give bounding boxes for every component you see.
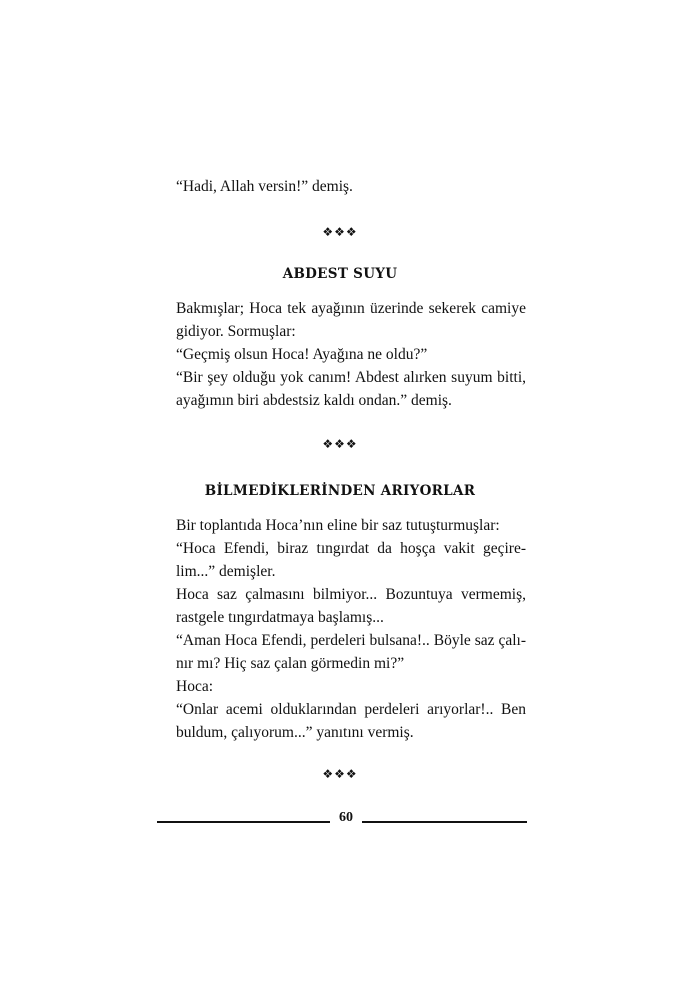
paragraph-line: gidiyor. Sormuşlar: [176, 323, 296, 340]
ornament-divider: ❖❖❖ [322, 225, 358, 239]
paragraph-line: “Hoca Efendi, biraz tıngırdat da hoşça vakit geçire- [176, 540, 526, 557]
paragraph-line: “Bir şey olduğu yok canım! Abdest alırken suyum bitti, [176, 369, 526, 386]
paragraph-line: Bakmışlar; Hoca tek ayağının üzerinde sekerek camiye [176, 300, 526, 317]
intro-line: “Hadi, Allah versin!” demiş. [176, 178, 353, 195]
section-title-abdest-suyu: ABDEST SUYU [282, 266, 398, 282]
paragraph-line: Bir toplantıda Hoca’nın eline bir saz tutuşturmuşlar: [176, 517, 500, 534]
paragraph-line: Hoca saz çalmasını bilmiyor... Bozuntuya vermemiş, [176, 586, 526, 603]
paragraph-line: rastgele tıngırdatmaya başlamış... [176, 609, 384, 626]
ornament-divider: ❖❖❖ [322, 437, 358, 451]
footer-rule-left [157, 821, 330, 823]
paragraph-line: buldum, çalıyorum...” yanıtını vermiş. [176, 724, 414, 741]
paragraph-line: nır mı? Hiç saz çalan görmedin mi?” [176, 655, 405, 672]
page-number: 60 [339, 810, 353, 825]
footer-rule-right [362, 821, 527, 823]
ornament-divider: ❖❖❖ [322, 767, 358, 781]
paragraph-line: “Geçmiş olsun Hoca! Ayağına ne oldu?” [176, 346, 428, 363]
paragraph-line: lim...” demişler. [176, 563, 276, 580]
paragraph-line: Hoca: [176, 678, 214, 695]
paragraph-line: “Onlar acemi olduklarından perdeleri arıyorlar!.. Ben [176, 701, 526, 718]
paragraph-line: ayağımın biri abdestsiz kaldı ondan.” demiş. [176, 392, 452, 409]
section-title-bilmediklerinden-ariyorlar: BİLMEDİKLERİNDEN ARIYORLAR [204, 483, 476, 499]
paragraph-line: “Aman Hoca Efendi, perdeleri bulsana!.. Böyle saz çalı- [176, 632, 526, 649]
